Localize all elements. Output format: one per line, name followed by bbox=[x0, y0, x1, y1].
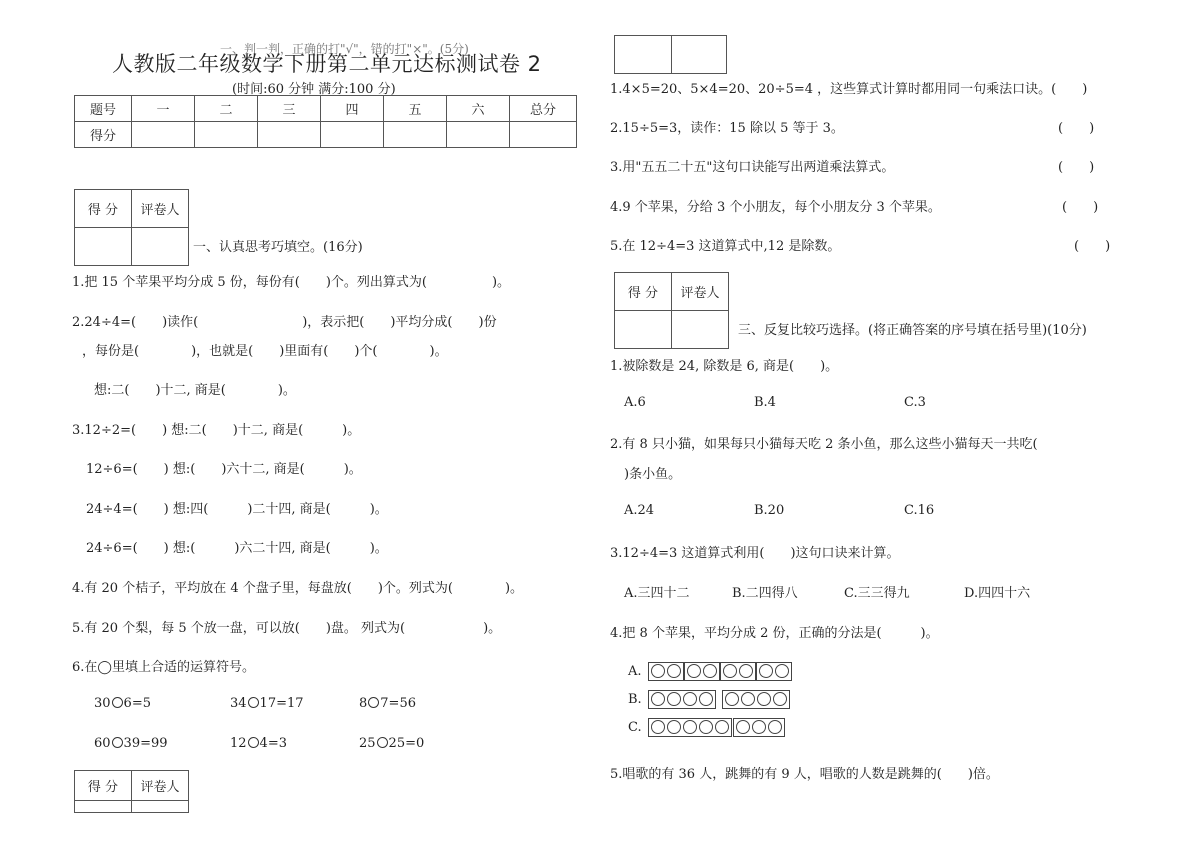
apple-group bbox=[722, 690, 790, 709]
operand: 25=0 bbox=[388, 736, 425, 751]
question-text: 1.4×5=20、5×4=20、20÷5=4 ，这些算式计算时都用同一句乘法口诀。( ) bbox=[610, 82, 1088, 97]
apple-icon bbox=[651, 692, 665, 706]
apple-group bbox=[684, 662, 720, 681]
apple-icon bbox=[759, 664, 773, 678]
grader-name-cell[interactable] bbox=[132, 801, 189, 813]
question-text: 3.用"五五二十五"这句口诀能写出两道乘法算式。 bbox=[610, 160, 895, 175]
grader-score-label: 得 分 bbox=[615, 273, 672, 311]
question-text: 4.9 个苹果，分给 3 个小朋友，每个小朋友分 3 个苹果。 bbox=[610, 200, 941, 215]
score-header: 五 bbox=[384, 96, 447, 122]
question-text: 1.把 15 个苹果平均分成 5 份，每份有( )个。列出算式为( )。 bbox=[72, 275, 511, 290]
apple-icon bbox=[773, 692, 787, 706]
operand: 6=5 bbox=[123, 696, 151, 711]
grader-name-label: 评卷人 bbox=[132, 771, 189, 801]
question-text: 2.有 8 只小猫，如果每只小猫每天吃 2 条小鱼，那么这些小猫每天一共吃( bbox=[610, 437, 1038, 452]
apple-option-a[interactable] bbox=[628, 662, 792, 681]
operator-circle[interactable] bbox=[377, 737, 388, 748]
operator-circle[interactable] bbox=[112, 737, 123, 748]
operator-circle[interactable] bbox=[368, 697, 379, 708]
grader-box-top bbox=[614, 35, 727, 74]
grader-name-cell[interactable] bbox=[672, 36, 727, 74]
apple-icon bbox=[699, 720, 713, 734]
apple-icon bbox=[699, 692, 713, 706]
question-text: 3.12÷4=3 这道算式利用( )这句口诀来计算。 bbox=[610, 546, 900, 561]
apple-icon bbox=[667, 720, 681, 734]
operand: 8 bbox=[359, 696, 368, 711]
apple-icon bbox=[651, 720, 665, 734]
apple-icon bbox=[752, 720, 766, 734]
option-label: A. bbox=[628, 664, 642, 679]
operator-equation bbox=[94, 696, 151, 711]
question-text: 6.在◯里填上合适的运算符号。 bbox=[72, 660, 255, 675]
grader-box bbox=[74, 189, 189, 266]
question-text: 4.把 8 个苹果，平均分成 2 份，正确的分法是( )。 bbox=[610, 626, 939, 641]
grader-score-cell[interactable] bbox=[75, 228, 132, 266]
question-text: 想:二( )十二, 商是( )。 bbox=[94, 383, 296, 398]
option[interactable]: A.三四十二 bbox=[624, 586, 690, 601]
apple-icon bbox=[736, 720, 750, 734]
question-text: 2.24÷4=( )读作( )，表示把( )平均分成( )份 bbox=[72, 315, 497, 330]
operator-circle[interactable] bbox=[248, 737, 259, 748]
question-text: )条小鱼。 bbox=[624, 467, 682, 482]
apple-icon bbox=[725, 692, 739, 706]
option[interactable]: B.二四得八 bbox=[732, 586, 798, 601]
grader-score-label: 得 分 bbox=[75, 771, 132, 801]
question-text: 5.在 12÷4=3 这道算式中,12 是除数。 bbox=[610, 239, 841, 254]
apple-group bbox=[648, 718, 732, 737]
answer-paren[interactable]: ( ) bbox=[1062, 200, 1099, 215]
operator-equation bbox=[94, 736, 168, 751]
question-text: 12÷6=( ) 想:( )六十二, 商是( )。 bbox=[86, 462, 362, 477]
operator-equation bbox=[230, 696, 304, 711]
operand: 7=56 bbox=[380, 696, 416, 711]
score-cell[interactable] bbox=[447, 122, 510, 148]
apple-icon bbox=[768, 720, 782, 734]
operand: 4=3 bbox=[259, 736, 287, 751]
score-row-label: 得分 bbox=[75, 122, 132, 148]
option[interactable]: B.4 bbox=[754, 395, 776, 410]
answer-paren[interactable]: ( ) bbox=[1058, 160, 1095, 175]
grader-score-cell[interactable] bbox=[615, 36, 672, 74]
operand: 30 bbox=[94, 696, 111, 711]
apple-group bbox=[648, 690, 716, 709]
grader-score-cell[interactable] bbox=[615, 311, 672, 349]
grader-name-cell[interactable] bbox=[672, 311, 729, 349]
grader-score-label: 得 分 bbox=[75, 190, 132, 228]
option[interactable]: A.24 bbox=[624, 503, 655, 518]
operator-equation bbox=[230, 736, 287, 751]
score-header: 四 bbox=[321, 96, 384, 122]
question-text: 1.被除数是 24, 除数是 6, 商是( )。 bbox=[610, 359, 839, 374]
score-header: 总分 bbox=[510, 96, 577, 122]
score-header: 六 bbox=[447, 96, 510, 122]
option[interactable]: C.三三得九 bbox=[844, 586, 910, 601]
apple-group bbox=[733, 718, 785, 737]
option[interactable]: C.3 bbox=[904, 395, 926, 410]
answer-paren[interactable]: ( ) bbox=[1058, 121, 1095, 136]
score-header: 二 bbox=[195, 96, 258, 122]
grader-name-label: 评卷人 bbox=[132, 190, 189, 228]
apple-icon bbox=[739, 664, 753, 678]
grader-score-cell[interactable] bbox=[75, 801, 132, 813]
answer-paren[interactable]: ( ) bbox=[1074, 239, 1111, 254]
apple-icon bbox=[775, 664, 789, 678]
score-cell[interactable] bbox=[510, 122, 577, 148]
apple-group bbox=[756, 662, 792, 681]
apple-option-c[interactable] bbox=[628, 718, 785, 737]
apple-icon bbox=[683, 692, 697, 706]
question-text: 24÷6=( ) 想:( )六二十四, 商是( )。 bbox=[86, 541, 388, 556]
grader-name-label: 评卷人 bbox=[672, 273, 729, 311]
operand: 25 bbox=[359, 736, 376, 751]
score-header: 三 bbox=[258, 96, 321, 122]
apple-group bbox=[720, 662, 756, 681]
score-cell[interactable] bbox=[321, 122, 384, 148]
operand: 39=99 bbox=[123, 736, 168, 751]
apple-icon bbox=[703, 664, 717, 678]
question-text: 5.有 20 个梨，每 5 个放一盘，可以放( )盘。 列式为( )。 bbox=[72, 621, 502, 636]
question-text: 2.15÷5=3，读作：15 除以 5 等于 3。 bbox=[610, 121, 844, 136]
grader-box bbox=[614, 272, 729, 349]
option[interactable]: C.16 bbox=[904, 503, 935, 518]
grader-name-cell[interactable] bbox=[132, 228, 189, 266]
apple-icon bbox=[683, 720, 697, 734]
ghost-heading: 一、判一判，正确的打"√"，错的打"×"。(5分) bbox=[220, 42, 469, 56]
grader-box bbox=[74, 770, 189, 813]
score-cell[interactable] bbox=[195, 122, 258, 148]
score-cell[interactable] bbox=[132, 122, 195, 148]
apple-icon bbox=[741, 692, 755, 706]
score-header: 一 bbox=[132, 96, 195, 122]
apple-icon bbox=[651, 664, 665, 678]
question-text: 4.有 20 个桔子，平均放在 4 个盘子里，每盘放( )个。列式为( )。 bbox=[72, 581, 524, 596]
option-label: B. bbox=[628, 692, 642, 707]
apple-icon bbox=[757, 692, 771, 706]
operand: 12 bbox=[230, 736, 247, 751]
option[interactable]: D.四四十六 bbox=[964, 586, 1031, 601]
operand: 34 bbox=[230, 696, 247, 711]
operand: 60 bbox=[94, 736, 111, 751]
score-table bbox=[74, 95, 577, 148]
option[interactable]: B.20 bbox=[754, 503, 785, 518]
operator-circle[interactable] bbox=[112, 697, 123, 708]
score-cell[interactable] bbox=[258, 122, 321, 148]
score-header: 题号 bbox=[75, 96, 132, 122]
operator-circle[interactable] bbox=[248, 697, 259, 708]
apple-icon bbox=[723, 664, 737, 678]
question-text: 24÷4=( ) 想:四( )二十四, 商是( )。 bbox=[86, 502, 388, 517]
option[interactable]: A.6 bbox=[624, 395, 646, 410]
score-cell[interactable] bbox=[384, 122, 447, 148]
question-text: 3.12÷2=( ) 想:二( )十二, 商是( )。 bbox=[72, 423, 361, 438]
apple-icon bbox=[715, 720, 729, 734]
question-text: 5.唱歌的有 36 人，跳舞的有 9 人，唱歌的人数是跳舞的( )倍。 bbox=[610, 767, 999, 782]
page-subtitle: (时间:60 分钟 满分:100 分) bbox=[232, 82, 396, 97]
apple-icon bbox=[667, 692, 681, 706]
operator-equation bbox=[359, 696, 416, 711]
question-text: ，每份是( )，也就是( )里面有( )个( )。 bbox=[82, 344, 448, 359]
page-title: 人教版二年级数学下册第二单元达标测试卷 2 bbox=[112, 52, 542, 76]
option-label: C. bbox=[628, 720, 642, 735]
section3-heading: 三、反复比较巧选择。(将正确答案的序号填在括号里)(10分) bbox=[738, 323, 1087, 338]
operand: 17=17 bbox=[259, 696, 304, 711]
apple-group bbox=[648, 662, 684, 681]
apple-option-b[interactable] bbox=[628, 690, 790, 709]
apple-icon bbox=[667, 664, 681, 678]
operator-equation bbox=[359, 736, 424, 751]
section1-heading: 一、认真思考巧填空。(16分) bbox=[193, 240, 363, 255]
apple-icon bbox=[687, 664, 701, 678]
